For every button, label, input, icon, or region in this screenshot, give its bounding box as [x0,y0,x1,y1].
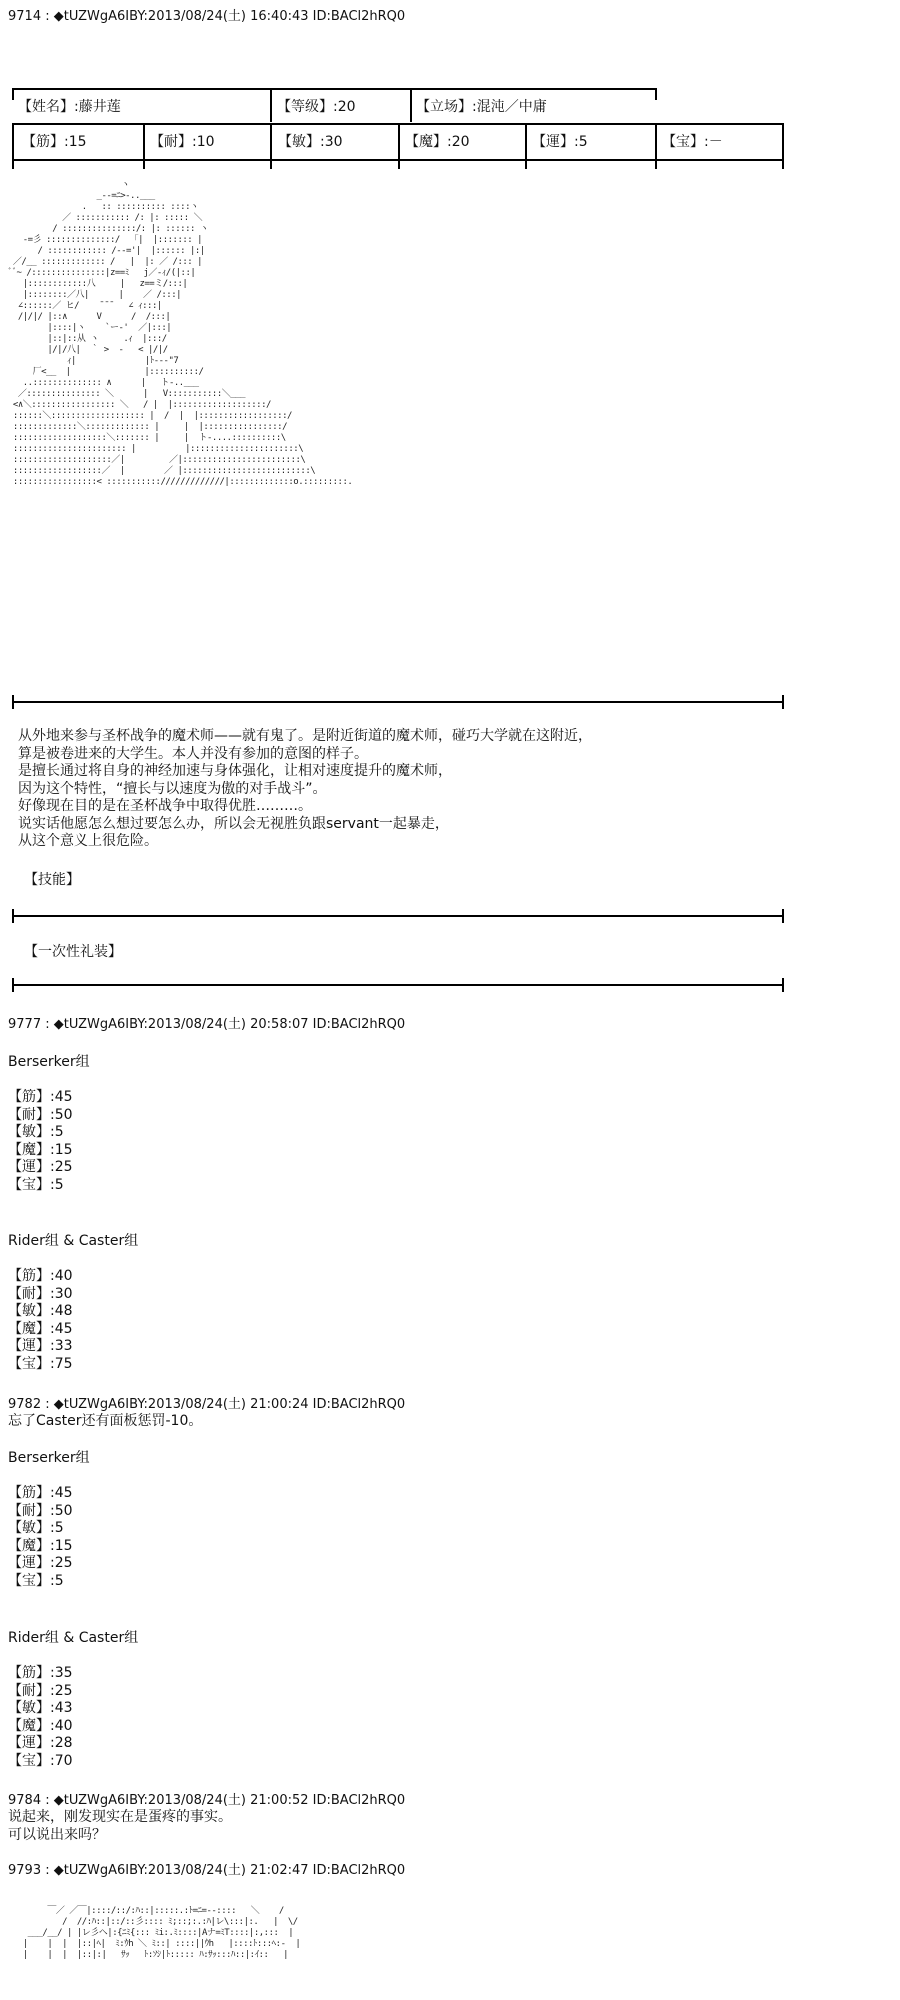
stat-strength: 【筋】:15 [22,134,87,150]
stat-noble-phantasm: 【宝】:－ [662,134,723,150]
table-border-top [12,88,656,90]
stat-endurance: 【耐】:10 [150,134,215,150]
group-title: Rider组 & Caster组 [8,1233,139,1249]
group-title: Berserker组 [8,1054,90,1070]
ascii-art-fragment: ￣／ ／￣|::::/::/:ﾊ::|:::::.:ﾄ=ﾆ=-‐:::: ＼ / / //:ﾊ::|::/::彡:::: ﾐ;::;:.:ﾊ|レ\:::|:. | \/ ___/__/ | |レ彡ヘ|:{ﾆﾐ{::: ﾐi:.ﾐ::::|Aナ=ﾐT::::|:,::: | | | | |::|ﾍ| ﾐ:ｳh ＼ ﾐ::| ::::||ｳh |::::ﾄ:::ﾍ:‐ | | | | |::|:| ｻｯ ﾄ:ｿｼ|ﾄ::::: ﾊ:ｻｯ:::ﾊ::|:ｲ:: | [22,1906,301,1960]
skills-label: 【技能】 [24,872,80,888]
character-description: 从外地来参与圣杯战争的魔术师——就有鬼了。是附近街道的魔术师，碰巧大学就在这附近， 算是被卷进来的大学生。本人并没有参加的意图的样子。 是擅长通过将自身的神经加速与身体强化，让相对速度提升的魔术师， 因为这个特性，“擅长与以速度为傲的对手战斗”。 好像现在目的是在圣杯战争中取得优胜………。 说实话他愿怎么想过要怎么办，所以会无视胜负跟servant一起暴走， 从这个意义上很危险。 [18,728,592,849]
ascii-art-portrait: ヽ _--=ﾆ>-..___ . :: :::::::::: ::::ヽ ／ ::::::::::: /: |: ::::: ＼ / :::::::::::::::/: |: :::::: ヽ -=彡 ::::::::::::::/ 「| |::::::: | / :::::::::::: /--='| |:::::: |:| ／/__ ::::::::::::: / | |: ／ /::: | ﾞﾞ~ /:::::::::::::::|z==ﾐ j／-ｨ/(|::| |::::::::::::八 | z==ミ/:::| |::::::::／八| | ／ /:::| ∠::::::／ ヒ/ ̄ ̄ ̄ ∠ ｨ:::| /|/|/ |::∧ V / /:::| |::::|ヽ `ー‐' ／|:::| |::|::从 ヽ .ｨ |:::/ |/|/八| ｀ > - < |/|/ ｨ| |ﾄ--‐"7 厂<__ | |::::::::::/ ..:::::::::::::: ∧ | ト-..___ ／::::::::::::::: ＼ | V:::::::::::＼___ <∧＼::::::::::::::::: ＼ / | |:::::::::::::::::::/ ::::::＼::::::::::::::::::: | / | |::::::::::::::::::/ :::::::::::::＼::::::::::::: | | |::::::::::::::::/ :::::::::::::::::::＼::::::: | | ト-....::::::::::\ ::::::::::::::::::::::: | |::::::::::::::::::::::\ ::::::::::::::::::::／| ／|::::::::::::::::::::::::\ ::::::::::::::::::／ | ／ |::::::::::::::::::::::::::\ :::::::::::::::::< ::::::::::://///////////|:::::::::::::o.:::::::::. [8,180,353,487]
group-stats: 【筋】:45 【耐】:50 【敏】:5 【魔】:15 【運】:25 【宝】:5 [8,1485,73,1589]
mystic-code-label: 【一次性礼装】 [24,944,122,960]
post-note: 忘了Caster还有面板惩罚-10。 [8,1413,203,1429]
post-header: 9714 : ◆tUZWgA6IBY:2013/08/24(土) 16:40:43 ID:BACl2hRQ0 [8,9,406,24]
stat-magic: 【魔】:20 [405,134,470,150]
post-header: 9782 : ◆tUZWgA6IBY:2013/08/24(土) 21:00:24 ID:BACl2hRQ0 [8,1397,406,1412]
post-header: 9793 : ◆tUZWgA6IBY:2013/08/24(土) 21:02:47 ID:BACl2hRQ0 [8,1863,406,1878]
group-stats: 【筋】:35 【耐】:25 【敏】:43 【魔】:40 【運】:28 【宝】:70 [8,1665,73,1769]
profile-name: 【姓名】:藤井莲 [18,99,121,115]
group-stats: 【筋】:40 【耐】:30 【敏】:48 【魔】:45 【運】:33 【宝】:75 [8,1268,73,1372]
post-text: 说起来，刚发现实在是蛋疼的事实。 可以说出来吗？ [8,1809,232,1843]
profile-stance: 【立场】:混沌／中庸 [416,99,547,115]
stat-luck: 【運】:5 [532,134,588,150]
group-title: Berserker组 [8,1450,90,1466]
table-border-bottom [12,159,784,161]
divider [12,701,784,703]
divider [12,984,784,986]
stat-agility: 【敏】:30 [278,134,343,150]
profile-level: 【等级】:20 [277,99,356,115]
post-header: 9777 : ◆tUZWgA6IBY:2013/08/24(土) 20:58:07 ID:BACl2hRQ0 [8,1017,406,1032]
group-stats: 【筋】:45 【耐】:50 【敏】:5 【魔】:15 【運】:25 【宝】:5 [8,1089,73,1193]
divider [12,915,784,917]
post-header: 9784 : ◆tUZWgA6IBY:2013/08/24(土) 21:00:52 ID:BACl2hRQ0 [8,1793,406,1808]
group-title: Rider组 & Caster组 [8,1630,139,1646]
